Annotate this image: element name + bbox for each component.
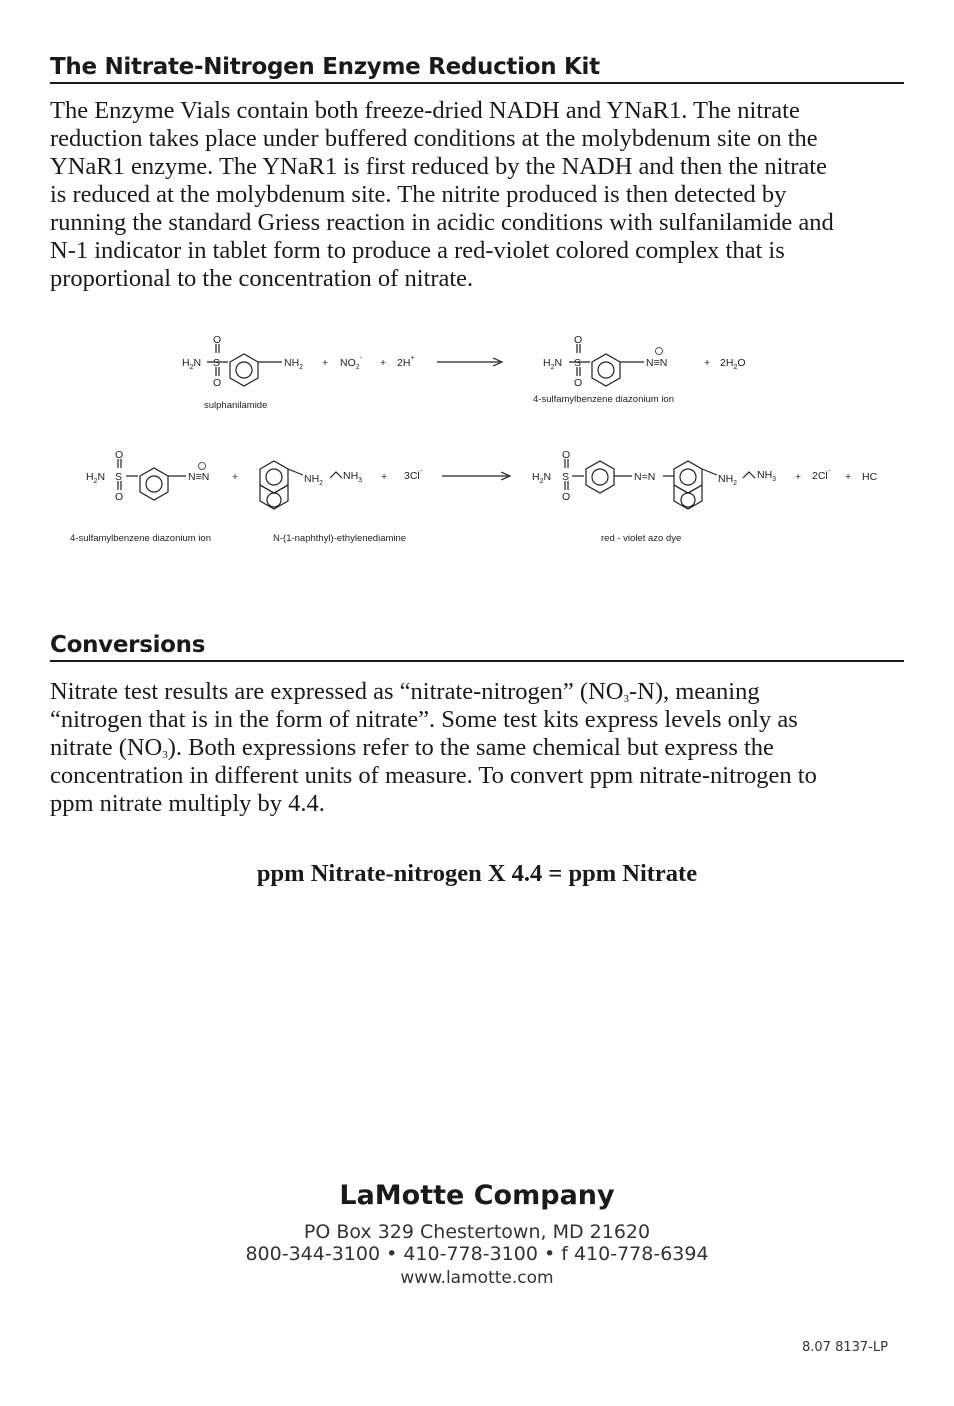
text-run: -N), meaning [628,678,760,705]
azo-dye-label: red - violet azo dye [601,533,682,544]
subscript: 3 [772,476,777,483]
paragraph-line: N-1 indicator in tablet form to produce a red-violet colored complex that is [50,237,785,264]
water-byproduct [720,357,746,371]
subscript: 2 [355,364,360,371]
chem-nh: NH [284,357,300,369]
paragraph-line: is reduced at the molybdenum site. The nitrite produced is then detected by [50,181,787,208]
conversion-formula: ppm Nitrate-nitrogen X 4.4 = ppm Nitrate [256,860,698,887]
chem-oxygen: O [574,334,583,346]
subscript: 2 [319,480,324,487]
chem-sulfur: S [115,471,123,483]
chem-oxygen: O [562,449,571,461]
subscript: 2 [299,364,304,371]
naphthalene-ring-top [260,461,288,493]
section-heading-enzyme-kit: The Nitrate-Nitrogen Enzyme Reduction Kit [50,54,904,84]
subscript: 2 [733,480,738,487]
chem-label-h2n [543,357,562,371]
chem-h: H [86,471,94,483]
chem-cl: 2Cl [812,470,828,482]
ammonium-group [343,470,362,484]
company-phones: 800-344-3100 • 410-778-3100 • f 410-778-6394 [245,1243,709,1265]
paragraph-line: The Enzyme Vials contain both freeze-dried NADH and YNaR1. The nitrate [50,97,800,124]
subscript: 2 [93,478,98,485]
paragraph-line: YNaR1 enzyme. The YNaR1 is first reduced by the NADH and then the nitrate [50,153,827,180]
plus-sign: + [795,471,802,483]
ammonium-group [757,469,776,483]
subscript: 2 [189,364,194,371]
chem-oxygen: O [213,334,222,346]
chem-label-h2n [86,471,105,485]
diazonium-group: N≡N [646,357,668,369]
plus-sign: + [232,471,239,483]
subscript: 3 [358,477,363,484]
hc-byproduct: HC [862,471,878,483]
chem-h: H [532,471,540,483]
chem-o: O [737,357,746,369]
chem-amine [284,357,303,371]
paragraph-line [50,734,910,762]
benzene-ring [592,354,620,386]
paragraph-line [50,678,910,706]
text-run: ). Both expressions refer to the same chemical but express the [167,734,774,761]
chem-sulfur: S [213,357,221,369]
diazonium-label: 4-sulfamylbenzene diazonium ion [533,394,674,405]
plus-sign: + [381,471,388,483]
chem-h: H [543,357,551,369]
benzene-ring [140,468,168,500]
company-address: PO Box 329 Chestertown, MD 21620 [303,1221,651,1243]
benzene-ring [586,461,614,493]
company-name: LaMotte Company [339,1180,615,1211]
chem-2h: 2H [720,357,734,369]
paragraph-line: proportional to the concentration of nitrate. [50,265,474,292]
positive-charge-icon [199,463,206,470]
chem-cl: 3Cl [404,470,420,482]
intro-paragraph [50,97,910,293]
chem-oxygen: O [115,449,124,461]
chem-n: N [543,471,552,483]
section-heading-conversions: Conversions [50,632,904,662]
chem-n: N [97,471,106,483]
plus-sign: + [845,471,852,483]
nitrite-ion [340,355,363,371]
aromatic-circle [598,362,614,378]
subscript: 2 [539,478,544,485]
chem-nh: NH [343,470,359,482]
chem-nh: NH [718,473,734,485]
chloride-byproduct [812,468,831,482]
text-run: Nitrate test results are expressed as “nitrate-nitrogen” (NO [50,678,624,705]
chem-sulfur: S [574,357,582,369]
document-code: 8.07 8137-LP [802,1340,888,1355]
chem-oxygen: O [562,491,571,503]
subscript: 2 [733,364,738,371]
text-run: nitrate (NO [50,734,163,761]
acid-protons [397,355,415,369]
chem-oxygen: O [574,377,583,389]
naphthalene-ring-bottom [260,485,288,509]
chloride-reagent [404,468,423,482]
benzene-ring [230,354,258,386]
chem-sulfur: S [562,471,570,483]
subscript: 2 [550,364,555,371]
plus-sign: + [380,357,387,369]
chem-2h: 2H [397,357,411,369]
company-website[interactable]: www.lamotte.com [400,1268,554,1288]
paragraph-line: reduction takes place under buffered conditions at the molybdenum site on the [50,125,818,152]
paragraph-line: ppm nitrate multiply by 4.4. [50,790,325,817]
plus-sign: + [322,357,329,369]
chem-no: NO [340,357,356,369]
plus-sign: + [704,357,711,369]
aromatic-circle [146,476,162,492]
azo-group: N=N [634,471,656,483]
superscript: - [359,355,362,362]
chem-nh: NH [757,469,773,481]
superscript: + [410,355,415,362]
diazonium-label: 4-sulfamylbenzene diazonium ion [70,533,211,544]
chem-label-h2n [532,471,551,485]
naphthalene-ring-top [674,461,702,493]
superscript: - [419,468,423,475]
conversions-paragraph [50,678,910,818]
naphthyl-label: N-(1-naphthyl)-ethylenediamine [273,533,407,544]
chem-n: N [193,357,202,369]
subscript: 3 [162,749,168,761]
sulphanilamide-label: sulphanilamide [204,400,268,411]
chem-label-h2n [182,357,201,371]
paragraph-line: running the standard Griess reaction in acidic conditions with sulfanilamide and [50,209,834,236]
aromatic-circle [236,362,252,378]
secondary-amine [304,473,323,487]
secondary-amine [718,473,737,487]
diazonium-group: N≡N [188,471,210,483]
naphthalene-ring-bottom [674,485,702,509]
subscript: 3 [623,693,629,705]
chem-nh: NH [304,473,320,485]
paragraph-line: concentration in different units of measure. To convert ppm nitrate-nitrogen to [50,762,817,789]
chem-h: H [182,357,190,369]
paragraph-line: “nitrogen that is in the form of nitrate”. Some test kits express levels only as [50,706,798,733]
positive-charge-icon [656,348,663,355]
chem-oxygen: O [115,491,124,503]
chem-oxygen: O [213,377,222,389]
griess-reaction-scheme [0,320,954,560]
chem-n: N [554,357,563,369]
superscript: - [827,468,831,475]
